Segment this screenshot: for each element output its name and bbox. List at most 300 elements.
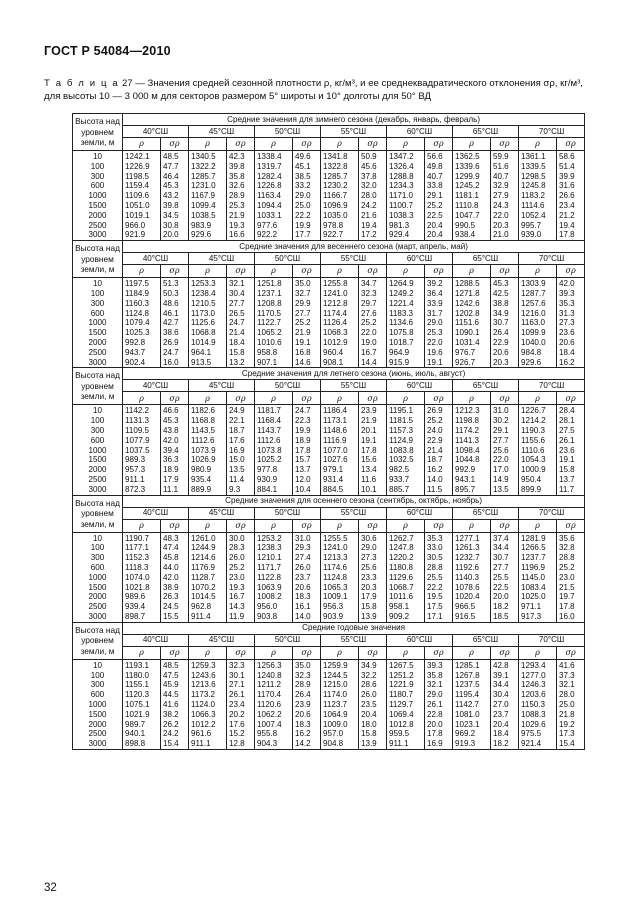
deviation-cell: 51.6 xyxy=(491,162,519,172)
symbol-row xyxy=(73,392,585,405)
sigma-symbol: σρ xyxy=(425,265,453,278)
table-row xyxy=(73,278,585,289)
density-cell: 1123.7 xyxy=(321,700,359,710)
deviation-cell: 20.6 xyxy=(293,710,321,720)
density-cell: 1237.5 xyxy=(453,680,491,690)
density-cell: 1109.6 xyxy=(123,191,161,201)
deviation-cell: 31.6 xyxy=(557,181,585,191)
deviation-cell: 15.4 xyxy=(557,739,585,749)
density-cell: 964.9 xyxy=(387,348,425,358)
height-cell: 100 xyxy=(73,162,123,172)
density-cell: 1038.3 xyxy=(387,211,425,221)
deviation-cell: 33.0 xyxy=(425,543,453,553)
deviation-cell: 29.3 xyxy=(293,543,321,553)
density-cell: 1152.3 xyxy=(123,553,161,563)
table-row xyxy=(73,710,585,720)
density-cell: 1261.3 xyxy=(453,543,491,553)
density-cell: 1155.1 xyxy=(123,680,161,690)
density-cell: 1255.8 xyxy=(321,278,359,289)
deviation-cell: 13.9 xyxy=(359,739,387,749)
density-cell: 984.8 xyxy=(519,348,557,358)
density-cell: 1255.5 xyxy=(321,532,359,543)
density-cell: 1025.2 xyxy=(255,455,293,465)
deviation-cell: 23.0 xyxy=(227,573,255,583)
deviation-cell: 35.6 xyxy=(557,532,585,543)
deviation-cell: 24.2 xyxy=(359,201,387,211)
deviation-cell: 45.3 xyxy=(161,181,189,191)
density-cell: 1077.9 xyxy=(123,436,161,446)
deviation-cell: 33.2 xyxy=(293,181,321,191)
density-cell: 1210.1 xyxy=(255,553,293,563)
deviation-cell: 31.0 xyxy=(293,532,321,543)
deviation-cell: 16.0 xyxy=(557,612,585,622)
sigma-symbol: σρ xyxy=(293,646,321,659)
latitude-header: 55°СШ xyxy=(321,126,387,138)
deviation-cell: 17.8 xyxy=(359,446,387,456)
deviation-cell: 36.3 xyxy=(161,455,189,465)
density-cell: 1341.8 xyxy=(321,151,359,162)
density-cell: 1044.8 xyxy=(453,455,491,465)
density-cell: 957.0 xyxy=(321,729,359,739)
density-cell: 1210.5 xyxy=(189,299,227,309)
density-cell: 992.9 xyxy=(453,465,491,475)
deviation-cell: 41.6 xyxy=(161,700,189,710)
rho-symbol: ρ xyxy=(321,646,359,659)
deviation-cell: 24.7 xyxy=(293,405,321,416)
density-cell: 1361.1 xyxy=(519,151,557,162)
deviation-cell: 22.8 xyxy=(425,710,453,720)
deviation-cell: 49.6 xyxy=(293,151,321,162)
density-cell: 929.6 xyxy=(189,230,227,240)
deviation-cell: 24.7 xyxy=(161,348,189,358)
deviation-cell: 22.0 xyxy=(491,455,519,465)
rho-symbol: ρ xyxy=(189,392,227,405)
rho-symbol: ρ xyxy=(453,392,491,405)
deviation-cell: 20.0 xyxy=(491,592,519,602)
rho-symbol: ρ xyxy=(519,392,557,405)
latitude-row xyxy=(73,507,585,519)
density-cell: 956.3 xyxy=(321,602,359,612)
density-cell: 1242.1 xyxy=(123,151,161,162)
sigma-symbol: σρ xyxy=(359,646,387,659)
density-cell: 1118.3 xyxy=(123,563,161,573)
density-cell: 1340.5 xyxy=(189,151,227,162)
deviation-cell: 17.1 xyxy=(425,612,453,622)
sigma-symbol: σρ xyxy=(491,392,519,405)
height-cell: 1500 xyxy=(73,328,123,338)
deviation-cell: 22.1 xyxy=(227,416,255,426)
density-cell: 898.8 xyxy=(123,739,161,749)
density-cell: 1221.9 xyxy=(387,680,425,690)
deviation-cell: 37.4 xyxy=(491,532,519,543)
density-cell: 1140.3 xyxy=(453,573,491,583)
deviation-cell: 28.4 xyxy=(557,405,585,416)
density-cell: 1027.6 xyxy=(321,455,359,465)
height-cell: 2500 xyxy=(73,221,123,231)
latitude-header: 50°СШ xyxy=(255,634,321,646)
height-cell: 600 xyxy=(73,181,123,191)
deviation-cell: 27.3 xyxy=(557,318,585,328)
deviation-cell: 37.3 xyxy=(557,670,585,680)
deviation-cell: 33.9 xyxy=(425,299,453,309)
deviation-cell: 26.0 xyxy=(227,553,255,563)
density-cell: 1195.1 xyxy=(387,405,425,416)
deviation-cell: 19.1 xyxy=(425,358,453,368)
density-cell: 1298.5 xyxy=(519,172,557,182)
latitude-header: 45°СШ xyxy=(189,253,255,265)
density-cell: 1197.5 xyxy=(123,278,161,289)
deviation-cell: 13.7 xyxy=(557,475,585,485)
height-cell: 2500 xyxy=(73,348,123,358)
deviation-cell: 44.0 xyxy=(161,563,189,573)
latitude-header: 65°СШ xyxy=(453,634,519,646)
density-cell: 1193.1 xyxy=(123,659,161,670)
density-cell: 1267.5 xyxy=(387,659,425,670)
deviation-cell: 18.9 xyxy=(293,436,321,446)
density-cell: 939.0 xyxy=(519,230,557,240)
rho-symbol: ρ xyxy=(123,646,161,659)
density-cell: 1195.4 xyxy=(453,690,491,700)
latitude-header: 50°СШ xyxy=(255,126,321,138)
density-cell: 1124.8 xyxy=(321,573,359,583)
deviation-cell: 34.7 xyxy=(359,278,387,289)
deviation-cell: 18.2 xyxy=(491,739,519,749)
density-cell: 1110.6 xyxy=(519,446,557,456)
deviation-cell: 30.7 xyxy=(491,318,519,328)
density-cell: 1110.8 xyxy=(453,201,491,211)
density-cell: 1077.0 xyxy=(321,446,359,456)
deviation-cell: 42.3 xyxy=(227,151,255,162)
deviation-cell: 20.0 xyxy=(161,230,189,240)
density-cell: 1068.7 xyxy=(387,583,425,593)
density-cell: 1012.8 xyxy=(387,719,425,729)
deviation-cell: 45.6 xyxy=(359,162,387,172)
deviation-cell: 42.0 xyxy=(557,278,585,289)
density-cell: 981.3 xyxy=(387,221,425,231)
density-cell: 1170.5 xyxy=(255,309,293,319)
document-code: ГОСТ Р 54084—2010 xyxy=(44,44,171,58)
density-cell: 964.1 xyxy=(189,348,227,358)
deviation-cell: 27.0 xyxy=(491,700,519,710)
deviation-cell: 30.8 xyxy=(161,221,189,231)
deviation-cell: 16.2 xyxy=(425,465,453,475)
density-cell: 1012.9 xyxy=(321,338,359,348)
density-cell: 1190.7 xyxy=(123,532,161,543)
deviation-cell: 15.8 xyxy=(359,602,387,612)
deviation-cell: 22.3 xyxy=(293,416,321,426)
density-cell: 898.7 xyxy=(123,612,161,622)
deviation-cell: 30.7 xyxy=(491,553,519,563)
density-cell: 1047.7 xyxy=(453,211,491,221)
sigma-symbol: σρ xyxy=(227,138,255,151)
density-cell: 1249.2 xyxy=(387,289,425,299)
sigma-symbol: σρ xyxy=(425,392,453,405)
deviation-cell: 16.6 xyxy=(227,230,255,240)
deviation-cell: 21.6 xyxy=(359,211,387,221)
density-cell: 1338.4 xyxy=(255,151,293,162)
density-cell: 1116.9 xyxy=(321,436,359,446)
height-cell: 3000 xyxy=(73,230,123,240)
deviation-cell: 24.0 xyxy=(425,426,453,436)
deviation-cell: 39.9 xyxy=(557,172,585,182)
deviation-cell: 26.0 xyxy=(293,563,321,573)
deviation-cell: 27.7 xyxy=(293,309,321,319)
sigma-symbol: σρ xyxy=(557,646,585,659)
latitude-row xyxy=(73,634,585,646)
rho-symbol: ρ xyxy=(387,138,425,151)
density-cell: 943.7 xyxy=(123,348,161,358)
density-cell: 1253.2 xyxy=(255,532,293,543)
density-cell: 911.1 xyxy=(189,739,227,749)
deviation-cell: 13.9 xyxy=(359,612,387,622)
density-cell: 1054.3 xyxy=(519,455,557,465)
deviation-cell: 20.2 xyxy=(227,710,255,720)
deviation-cell: 45.1 xyxy=(293,162,321,172)
deviation-cell: 28.0 xyxy=(557,690,585,700)
density-cell: 1299.9 xyxy=(453,172,491,182)
deviation-cell: 17.2 xyxy=(359,230,387,240)
height-cell: 2000 xyxy=(73,465,123,475)
density-cell: 979.1 xyxy=(321,465,359,475)
height-cell: 3000 xyxy=(73,612,123,622)
height-cell: 1000 xyxy=(73,318,123,328)
density-cell: 1211.2 xyxy=(255,680,293,690)
density-cell: 1124.0 xyxy=(189,700,227,710)
density-cell: 971.1 xyxy=(519,602,557,612)
deviation-cell: 40.7 xyxy=(491,172,519,182)
height-cell: 1000 xyxy=(73,446,123,456)
deviation-cell: 20.3 xyxy=(491,221,519,231)
section-title-row xyxy=(73,495,585,507)
density-cell: 1009.1 xyxy=(321,592,359,602)
table-row xyxy=(73,700,585,710)
density-cell: 902.4 xyxy=(123,358,161,368)
deviation-cell: 14.2 xyxy=(293,739,321,749)
latitude-header: 70°СШ xyxy=(519,634,585,646)
density-cell: 1287.7 xyxy=(519,289,557,299)
latitude-header: 70°СШ xyxy=(519,253,585,265)
density-cell: 977.8 xyxy=(255,465,293,475)
deviation-cell: 19.9 xyxy=(293,221,321,231)
density-cell: 992.8 xyxy=(123,338,161,348)
density-cell: 884.1 xyxy=(255,485,293,495)
height-cell: 1500 xyxy=(73,455,123,465)
rho-symbol: ρ xyxy=(519,519,557,532)
table-row xyxy=(73,485,585,495)
deviation-cell: 17.6 xyxy=(227,436,255,446)
symbol-row xyxy=(73,138,585,151)
deviation-cell: 20.1 xyxy=(359,426,387,436)
deviation-cell: 37.8 xyxy=(359,172,387,182)
deviation-cell: 38.9 xyxy=(161,583,189,593)
density-cell: 1245.2 xyxy=(453,181,491,191)
deviation-cell: 29.0 xyxy=(425,318,453,328)
density-cell: 1171.0 xyxy=(387,191,425,201)
deviation-cell: 21.4 xyxy=(425,446,453,456)
density-cell: 1184.9 xyxy=(123,289,161,299)
density-cell: 1212.3 xyxy=(453,405,491,416)
deviation-cell: 31.3 xyxy=(557,309,585,319)
density-cell: 1230.2 xyxy=(321,181,359,191)
sigma-symbol: σρ xyxy=(359,138,387,151)
height-cell: 3000 xyxy=(73,358,123,368)
density-cell: 1068.3 xyxy=(321,328,359,338)
deviation-cell: 21.9 xyxy=(359,416,387,426)
deviation-cell: 47.4 xyxy=(161,543,189,553)
deviation-cell: 34.9 xyxy=(359,659,387,670)
deviation-cell: 32.2 xyxy=(359,670,387,680)
deviation-cell: 39.8 xyxy=(227,162,255,172)
deviation-cell: 16.1 xyxy=(293,602,321,612)
deviation-cell: 22.9 xyxy=(491,338,519,348)
density-cell: 1243.6 xyxy=(189,670,227,680)
latitude-header: 70°СШ xyxy=(519,126,585,138)
table-row xyxy=(73,318,585,328)
deviation-cell: 18.4 xyxy=(227,338,255,348)
density-cell: 1010.6 xyxy=(255,338,293,348)
sigma-symbol: σρ xyxy=(557,138,585,151)
density-cell: 1083.4 xyxy=(519,583,557,593)
latitude-header: 65°СШ xyxy=(453,380,519,392)
deviation-cell: 18.4 xyxy=(557,348,585,358)
table-row xyxy=(73,455,585,465)
deviation-cell: 15.5 xyxy=(161,612,189,622)
deviation-cell: 28.6 xyxy=(359,680,387,690)
density-cell: 1125.6 xyxy=(189,318,227,328)
deviation-cell: 28.0 xyxy=(359,191,387,201)
deviation-cell: 25.2 xyxy=(359,318,387,328)
density-cell: 1262.7 xyxy=(387,532,425,543)
deviation-cell: 48.6 xyxy=(161,299,189,309)
sigma-symbol: σρ xyxy=(227,265,255,278)
table-row xyxy=(73,211,585,221)
density-cell: 1181.5 xyxy=(387,416,425,426)
deviation-cell: 46.6 xyxy=(161,405,189,416)
density-cell: 1303.9 xyxy=(519,278,557,289)
deviation-cell: 17.8 xyxy=(293,446,321,456)
deviation-cell: 18.0 xyxy=(359,719,387,729)
density-cell: 1075.1 xyxy=(123,700,161,710)
density-cell: 966.5 xyxy=(453,602,491,612)
deviation-cell: 32.1 xyxy=(425,680,453,690)
density-cell: 1277.0 xyxy=(519,670,557,680)
density-cell: 1213.3 xyxy=(321,553,359,563)
deviation-cell: 13.5 xyxy=(491,485,519,495)
density-cell: 1173.1 xyxy=(321,416,359,426)
section-title: Средние значения для зимнего сезона (декабрь, январь, февраль) xyxy=(123,114,585,126)
density-cell: 1245.8 xyxy=(519,181,557,191)
density-cell: 1079.4 xyxy=(123,318,161,328)
height-cell: 3000 xyxy=(73,739,123,749)
deviation-cell: 30.6 xyxy=(359,532,387,543)
density-cell: 1173.0 xyxy=(189,309,227,319)
rho-symbol: ρ xyxy=(321,138,359,151)
height-cell: 300 xyxy=(73,299,123,309)
density-cell: 1246.3 xyxy=(519,680,557,690)
density-cell: 1128.7 xyxy=(189,573,227,583)
rho-symbol: ρ xyxy=(123,392,161,405)
deviation-cell: 58.6 xyxy=(557,151,585,162)
sigma-symbol: σρ xyxy=(293,519,321,532)
density-cell: 1182.6 xyxy=(189,405,227,416)
table-row xyxy=(73,299,585,309)
height-cell: 1500 xyxy=(73,201,123,211)
deviation-cell: 42.7 xyxy=(161,318,189,328)
density-cell: 1237.7 xyxy=(519,553,557,563)
height-cell: 1000 xyxy=(73,191,123,201)
deviation-cell: 14.4 xyxy=(359,358,387,368)
density-cell: 1214.2 xyxy=(519,416,557,426)
deviation-cell: 26.0 xyxy=(359,690,387,700)
sigma-symbol: σρ xyxy=(425,138,453,151)
deviation-cell: 25.5 xyxy=(491,573,519,583)
deviation-cell: 20.6 xyxy=(293,583,321,593)
deviation-cell: 27.5 xyxy=(557,426,585,436)
sigma-symbol: σρ xyxy=(359,519,387,532)
density-cell: 872.3 xyxy=(123,485,161,495)
deviation-cell: 26.1 xyxy=(425,700,453,710)
rho-symbol: ρ xyxy=(255,265,293,278)
height-cell: 100 xyxy=(73,670,123,680)
table-row xyxy=(73,309,585,319)
latitude-header: 70°СШ xyxy=(519,507,585,519)
deviation-cell: 26.3 xyxy=(161,592,189,602)
deviation-cell: 12.0 xyxy=(293,475,321,485)
density-cell: 1129.6 xyxy=(387,573,425,583)
deviation-cell: 14.0 xyxy=(293,612,321,622)
deviation-cell: 25.0 xyxy=(293,201,321,211)
deviation-cell: 19.2 xyxy=(557,719,585,729)
deviation-cell: 32.3 xyxy=(359,289,387,299)
deviation-cell: 28.1 xyxy=(557,416,585,426)
deviation-cell: 25.6 xyxy=(359,563,387,573)
deviation-cell: 28.9 xyxy=(293,680,321,690)
deviation-cell: 26.9 xyxy=(425,405,453,416)
density-cell: 1202.8 xyxy=(453,309,491,319)
deviation-cell: 45.3 xyxy=(491,278,519,289)
density-cell: 1157.3 xyxy=(387,426,425,436)
deviation-cell: 32.1 xyxy=(227,278,255,289)
density-cell: 1014.9 xyxy=(189,338,227,348)
deviation-cell: 25.3 xyxy=(425,328,453,338)
density-cell: 1259.3 xyxy=(189,659,227,670)
density-cell: 1014.5 xyxy=(189,592,227,602)
table-row xyxy=(73,680,585,690)
density-cell: 1277.1 xyxy=(453,532,491,543)
sigma-symbol: σρ xyxy=(359,265,387,278)
height-cell: 2000 xyxy=(73,719,123,729)
rho-symbol: ρ xyxy=(387,392,425,405)
density-cell: 884.5 xyxy=(321,485,359,495)
density-cell: 1234.3 xyxy=(387,181,425,191)
density-cell: 958.1 xyxy=(387,602,425,612)
height-cell: 600 xyxy=(73,309,123,319)
density-cell: 1180.7 xyxy=(387,690,425,700)
deviation-cell: 17.3 xyxy=(557,729,585,739)
deviation-cell: 13.4 xyxy=(359,465,387,475)
density-cell: 1213.6 xyxy=(189,680,227,690)
deviation-cell: 39.8 xyxy=(161,201,189,211)
deviation-cell: 23.9 xyxy=(293,700,321,710)
latitude-header: 65°СШ xyxy=(453,253,519,265)
deviation-cell: 35.8 xyxy=(425,670,453,680)
deviation-cell: 34.9 xyxy=(491,309,519,319)
density-cell: 1174.2 xyxy=(453,426,491,436)
height-cell: 10 xyxy=(73,278,123,289)
density-cell: 966.0 xyxy=(123,221,161,231)
deviation-cell: 31.7 xyxy=(425,309,453,319)
latitude-header: 40°СШ xyxy=(123,507,189,519)
